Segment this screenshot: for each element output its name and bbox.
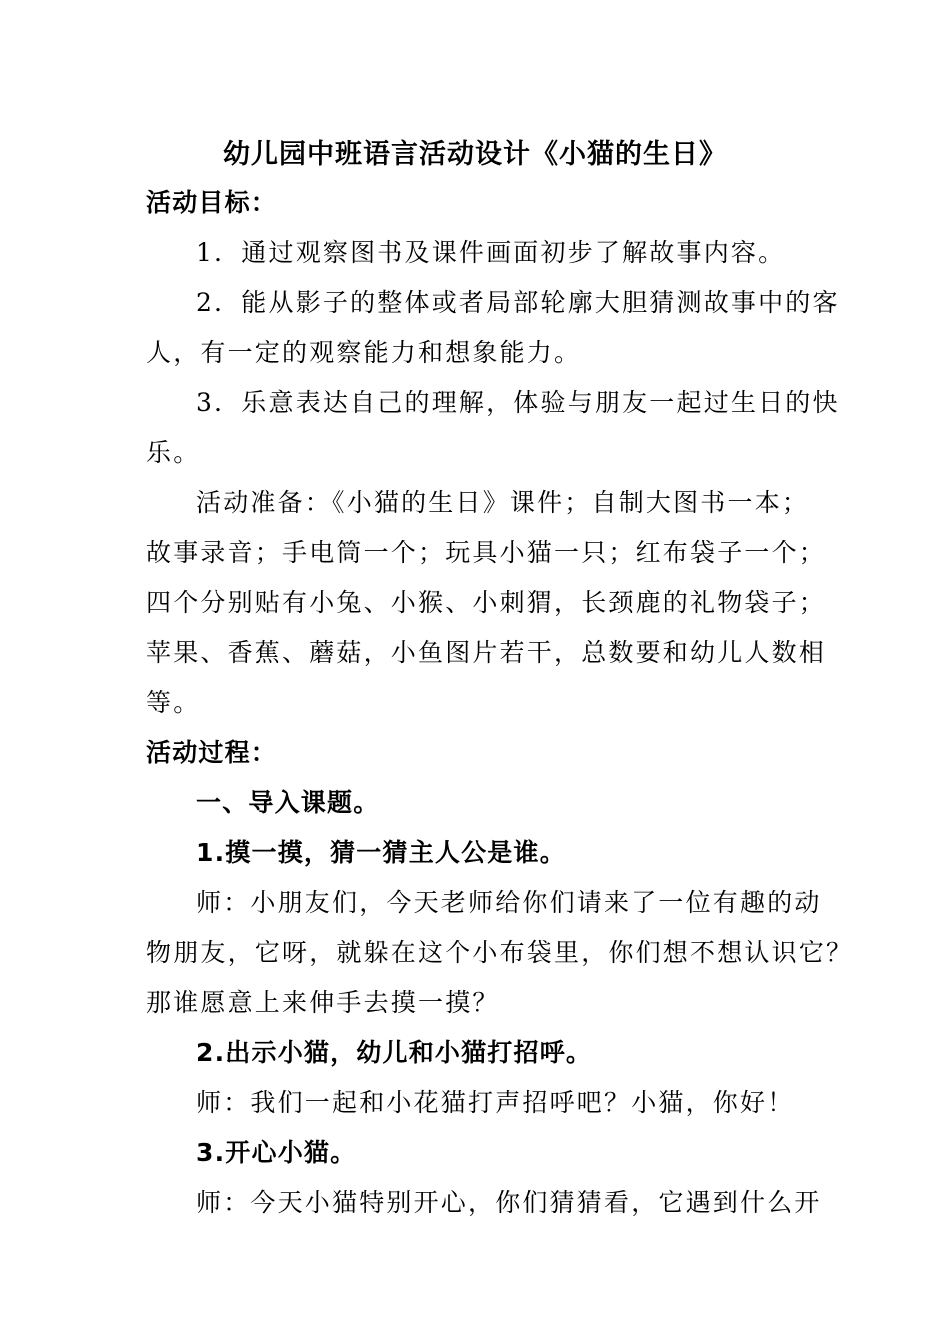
preparation-line-2: 故事录音；手电筒一个；玩具小猫一只；红布袋子一个； <box>146 538 827 567</box>
preparation-line-4: 苹果、香蕉、蘑菇，小鱼图片若干，总数要和幼儿人数相 <box>146 638 827 667</box>
preparation-line-1: 活动准备：《小猫的生日》课件；自制大图书一本； <box>196 488 810 517</box>
document-title: 幼儿园中班语言活动设计《小猫的生日》 <box>223 139 727 170</box>
objective-1: 1．通过观察图书及课件画面初步了解故事内容。 <box>196 238 786 267</box>
objective-2-line-2: 人，有一定的观察能力和想象能力。 <box>146 338 582 367</box>
step-2-title: 2.出示小猫，幼儿和小猫打招呼。 <box>196 1038 593 1067</box>
step-2-text: 师：我们一起和小花猫打声招呼吧？小猫，你好！ <box>196 1088 795 1117</box>
objective-3-line-2: 乐。 <box>146 438 201 467</box>
step-3-text: 师：今天小猫特别开心，你们猜猜看，它遇到什么开 <box>196 1188 822 1217</box>
step-1-text-line-2: 物朋友，它呀，就躲在这个小布袋里，你们想不想认识它？ <box>146 938 854 967</box>
process-heading: 活动过程： <box>146 738 278 767</box>
preparation-line-3: 四个分别贴有小兔、小猴、小刺猬，长颈鹿的礼物袋子； <box>146 588 827 617</box>
preparation-line-5: 等。 <box>146 688 201 717</box>
step-3-title: 3.开心小猫。 <box>196 1138 357 1167</box>
objective-3-line-1: 3．乐意表达自己的理解，体验与朋友一起过生日的快 <box>196 388 840 417</box>
section-1-heading: 一、导入课题。 <box>196 788 380 817</box>
step-1-text-line-1: 师：小朋友们，今天老师给你们请来了一位有趣的动 <box>196 888 822 917</box>
objectives-heading: 活动目标： <box>146 188 278 217</box>
step-1-title: 1.摸一摸，猜一猜主人公是谁。 <box>196 838 566 867</box>
step-1-text-line-3: 那谁愿意上来伸手去摸一摸？ <box>146 988 500 1017</box>
objective-2-line-1: 2．能从影子的整体或者局部轮廓大胆猜测故事中的客 <box>196 288 840 317</box>
